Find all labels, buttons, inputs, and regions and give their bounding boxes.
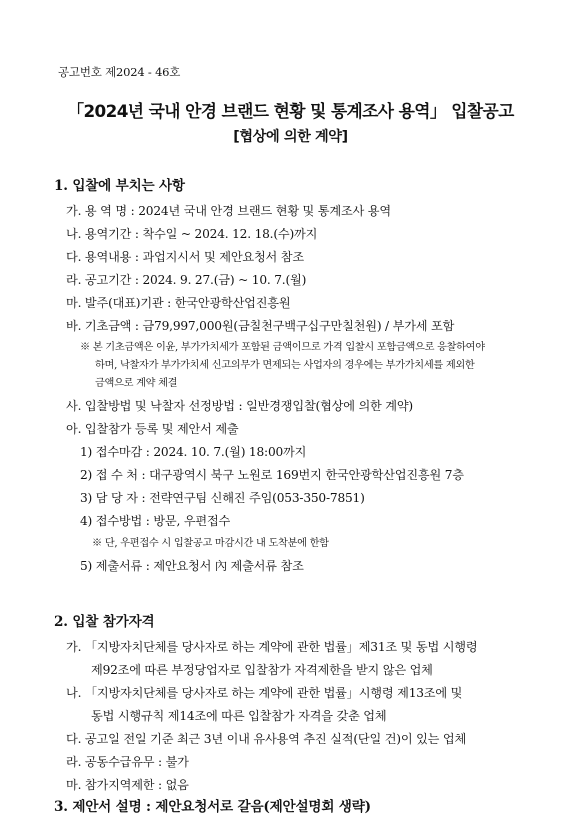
section1-item-sa: 사. 입찰방법 및 낙찰자 선정방법 : 일반경쟁입찰(협상에 의한 계약) bbox=[66, 399, 413, 413]
sub-item-2: 2) 접 수 처 : 대구광역시 북구 노원로 169번지 한국안광학산업진흥원 7층 bbox=[80, 468, 464, 482]
section2-line: 라. 공동수급유무 : 불가 bbox=[66, 755, 189, 769]
section1-note-line: 금액으로 계약 체결 bbox=[95, 378, 178, 389]
section1-item-na: 나. 용역기간 : 착수일 ~ 2024. 12. 18.(수)까지 bbox=[66, 227, 318, 241]
section1-item-a: 아. 입찰참가 등록 및 제안서 제출 bbox=[66, 422, 239, 436]
section2-heading: 2. 입찰 참가자격 bbox=[54, 614, 155, 630]
sub-item-3: 3) 담 당 자 : 전략연구팀 신해진 주임(053-350-7851) bbox=[80, 491, 365, 505]
page-subtitle: [협상에 의한 계약] bbox=[233, 129, 348, 145]
page-title: 「2024년 국내 안경 브랜드 현황 및 통계조사 용역」 입찰공고 bbox=[67, 101, 514, 121]
section1-note-line: ※ 본 기초금액은 이윤, 부가가치세가 포함된 금액이므로 가격 입찰시 포함금액으로 응찰하여야 bbox=[80, 342, 485, 353]
section1-note-line: 하며, 낙찰자가 부가가치세 신고의무가 면제되는 사업자의 경우에는 부가가치세를 제외한 bbox=[95, 360, 475, 371]
section1-item-ga: 가. 용 역 명 : 2024년 국내 안경 브랜드 현황 및 통계조사 용역 bbox=[66, 204, 391, 218]
section1-heading: 1. 입찰에 부치는 사항 bbox=[54, 178, 185, 194]
section2-line: 다. 공고일 전일 기준 최근 3년 이내 유사용역 추진 실적(단일 건)이 있는 업체 bbox=[66, 732, 467, 746]
sub-note: ※ 단, 우편접수 시 입찰공고 마감시간 내 도착분에 한함 bbox=[92, 538, 329, 549]
section1-item-da: 다. 용역내용 : 과업지시서 및 제안요청서 참조 bbox=[66, 250, 304, 264]
section1-item-ba: 바. 기초금액 : 금79,997,000원(금칠천구백구십구만칠천원) / 부가세 포함 bbox=[66, 319, 455, 333]
sub-item-1: 1) 접수마감 : 2024. 10. 7.(월) 18:00까지 bbox=[80, 445, 307, 459]
section1-item-ra: 라. 공고기간 : 2024. 9. 27.(금) ~ 10. 7.(월) bbox=[66, 273, 307, 287]
section2-line: 제92조에 따른 부정당업자로 입찰참가 자격제한을 받지 않은 업체 bbox=[91, 663, 433, 677]
section2-line: 동법 시행규칙 제14조에 따른 입찰참가 자격을 갖춘 업체 bbox=[91, 709, 387, 723]
section2-line: 나. 「지방자치단체를 당사자로 하는 계약에 관한 법률」시행령 제13조에 및 bbox=[66, 686, 463, 700]
sub-item-5: 5) 제출서류 : 제안요청서 內 제출서류 참조 bbox=[80, 559, 304, 573]
section1-item-ma: 마. 발주(대표)기관 : 한국안광학산업진흥원 bbox=[66, 296, 291, 310]
section2-line: 가. 「지방자치단체를 당사자로 하는 계약에 관한 법률」제31조 및 동법 시행령 bbox=[66, 640, 478, 654]
notice-number: 공고번호 제2024 - 46호 bbox=[58, 65, 181, 79]
sub-item-4: 4) 접수방법 : 방문, 우편접수 bbox=[80, 514, 231, 528]
section2-line: 마. 참가지역제한 : 없음 bbox=[66, 778, 189, 792]
section3-heading: 3. 제안서 설명 : 제안요청서로 갈음(제안설명회 생략) bbox=[54, 799, 371, 815]
